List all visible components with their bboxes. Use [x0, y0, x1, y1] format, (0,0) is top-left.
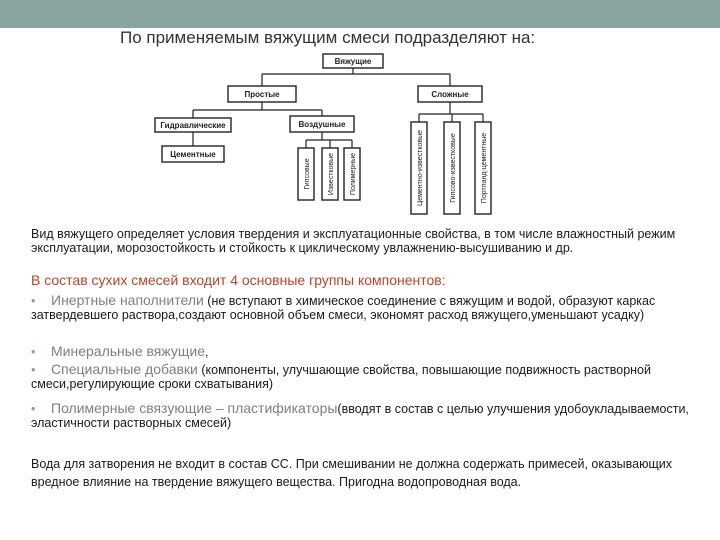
diagram-connectors — [193, 68, 483, 148]
water-note: Вода для затворения не входит в состав СС. При смешивании не должна содержать примесей, оказывающих вредное влияние на твердение вяжущего вещества. Пригодна водопроводная вода. — [31, 457, 672, 489]
node-root — [323, 54, 383, 68]
node-gypsum — [298, 148, 314, 200]
component-item — [31, 401, 691, 430]
component-desc: (вводят в состав с целью улучшения удобоукладываемости, эластичности растворных смесей) — [31, 402, 689, 430]
node-hydraulic-label: Гидравлические — [160, 121, 226, 130]
component-desc: (не вступают в химическое соединение с вяжущим и водой, образуют каркас затвердевшего раствора,создают основной объем смеси, экономят расход вяжущего,уменьшают усадку) — [31, 294, 656, 322]
component-desc: , — [205, 345, 209, 359]
component-item — [31, 344, 691, 359]
node-hydraulic — [155, 118, 231, 132]
node-gypsum-lime-label: Гипсово-известковые — [450, 133, 457, 203]
intro-paragraph: Вид вяжущего определяет условия твердения и эксплуатационные свойства, в том числе влажностный режим эксплуатации, морозостойкость и стойкость к циклическому увлажнению-высушиванию и др. — [31, 227, 676, 255]
bullet-icon: • — [31, 345, 36, 359]
bullet-icon: • — [31, 294, 36, 308]
component-item — [31, 362, 691, 391]
node-portland-label: Портланд-цементные — [481, 132, 488, 204]
node-cement-lime-label: Цементно-известковые — [417, 130, 424, 206]
node-complex-label: Сложные — [431, 90, 469, 99]
composition-heading: В состав сухих смесей входит 4 основные группы компонентов: — [31, 272, 446, 288]
node-root-label: Вяжущие — [334, 57, 372, 66]
node-gypsum-lime — [444, 122, 460, 214]
node-cement — [162, 146, 224, 162]
node-polymer — [344, 148, 360, 200]
node-gypsum-label: Гипсовые — [304, 158, 311, 190]
component-name: Специальные добавки — [51, 361, 198, 377]
bullet-icon: • — [31, 363, 36, 377]
node-portland — [475, 122, 491, 214]
component-name: Инертные наполнители — [51, 292, 204, 308]
component-name: Минеральные вяжущие — [51, 343, 206, 359]
node-cement-lime — [411, 122, 427, 214]
node-air-label: Воздушные — [298, 120, 346, 129]
binder-classification-diagram — [0, 0, 720, 225]
component-desc: (компоненты, улучшающие свойства, повышающие подвижность растворной смеси,регулирующие сроки схватывания) — [31, 363, 651, 391]
node-lime — [322, 148, 338, 200]
node-simple — [228, 86, 296, 102]
component-item — [31, 293, 691, 322]
component-name: Полимерные связующие – пластификаторы — [51, 400, 338, 416]
slide-title: По применяемым вяжущим смеси подразделяют на: — [120, 28, 536, 47]
node-polymer-label: Полимерные — [350, 152, 357, 196]
node-air — [290, 116, 354, 132]
node-cement-label: Цементные — [170, 150, 216, 159]
node-simple-label: Простые — [244, 90, 280, 99]
node-lime-label: Известковые — [328, 152, 335, 196]
node-complex — [418, 86, 482, 102]
bullet-icon: • — [31, 402, 36, 416]
